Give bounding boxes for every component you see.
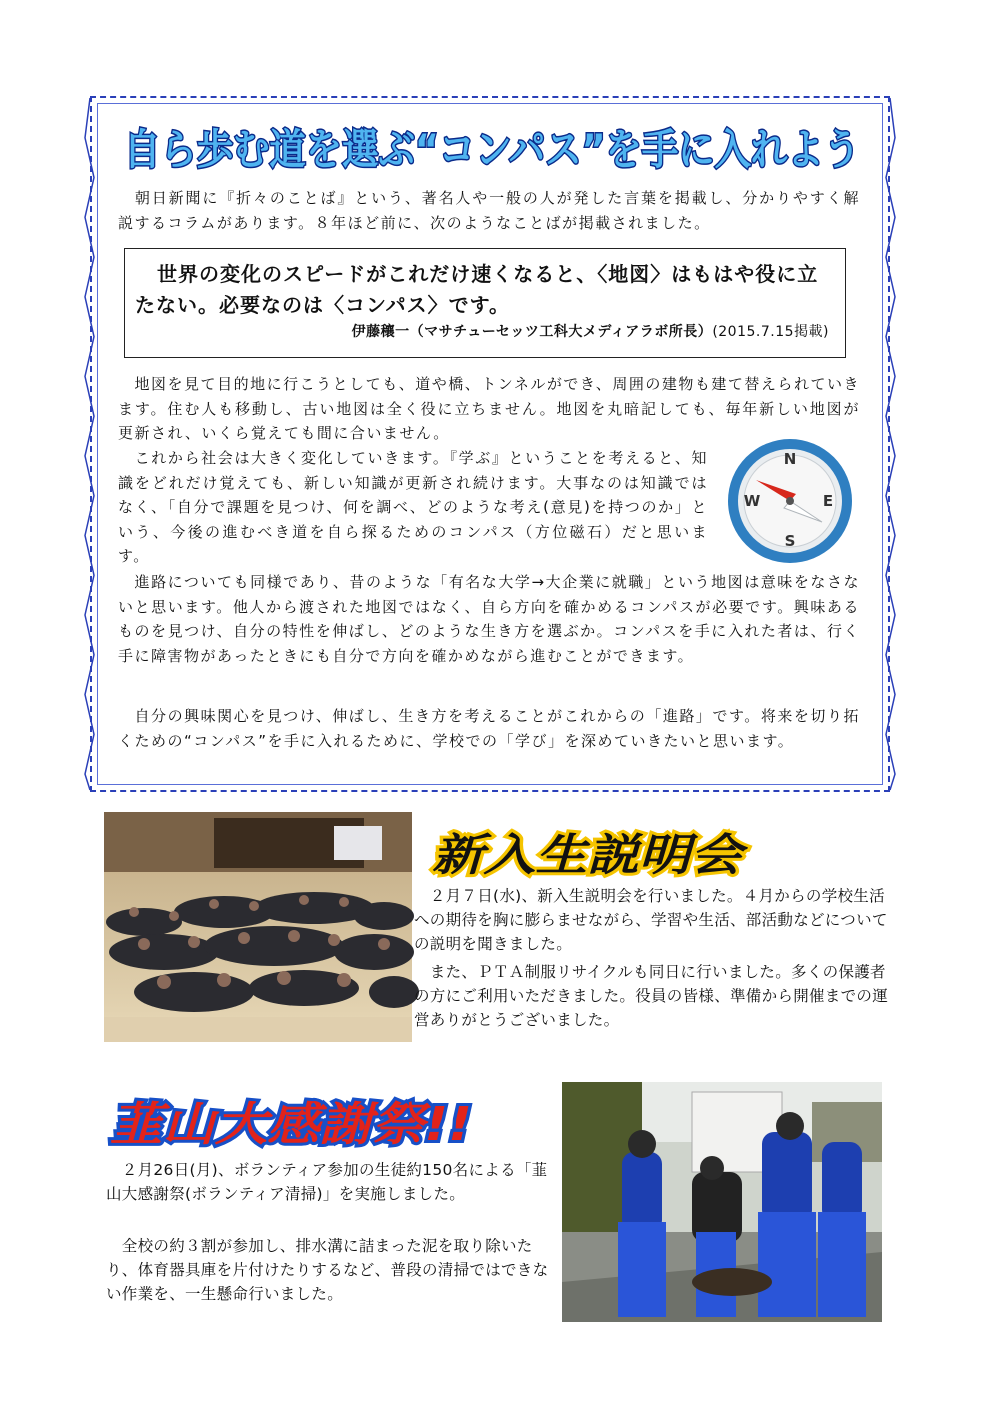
quote-source	[352, 321, 829, 341]
feature-intro: 朝日新聞に『折々のことば』という、著名人や一般の人が発した言葉を掲載し、分かりやすく解説するコラムがあります。８年ほど前に、次のようなことばが掲載されました。	[118, 189, 860, 232]
frame-zigzag-left	[83, 98, 97, 790]
feature-para-2: これから社会は大きく変化していきます。『学ぶ』ということを考えると、知識をどれだけ覚えても、新しい知識が更新され続けます。大事なのは知識ではなく、「自分で課題を見つけ、何を調べ、どのような考え(意見)を持つのか」という、今後の進むべき道を自ら探るためのコンパス（方位磁石）だと思います。	[118, 449, 708, 565]
compass-s: S	[784, 532, 796, 550]
festival-title-text: 韮山大感謝祭!!	[110, 1097, 472, 1151]
briefing-text-2: また、ＰＴＡ制服リサイクルも同日に行いました。多くの保護者の方にご利用いただきました。役員の皆様、準備から開催までの運営ありがとうございました。	[414, 963, 889, 1029]
festival-title	[104, 1092, 484, 1152]
quote-author: 伊藤穰一（マサチューセッツ工科大メディアラボ所長）	[351, 324, 713, 340]
frame-zigzag-right	[883, 98, 897, 790]
feature-title	[124, 118, 864, 176]
briefing-title-text: 新入生説明会	[432, 830, 750, 881]
festival-photo	[562, 1082, 882, 1322]
feature-title-text: 自ら歩む道を選ぶ“コンパス”を手に入れよう	[124, 125, 860, 174]
briefing-title	[428, 824, 748, 882]
briefing-photo	[104, 812, 412, 1042]
compass-w: W	[743, 492, 761, 510]
feature-para-1: 地図を見て目的地に行こうとしても、道や橋、トンネルができ、周囲の建物も建て替えられていきます。住む人も移動し、古い地図は全く役に立ちません。地図を丸暗記しても、毎年新しい地図が更新され、いくら覚えても間に合いません。	[118, 375, 860, 442]
quote-date: (2015.7.15掲載)	[712, 324, 829, 340]
compass-n: N	[783, 450, 797, 468]
feature-para-3: 進路についても同様であり、昔のような「有名な大学→大企業に就職」という地図は意味をなさないと思います。他人から渡された地図ではなく、自ら方向を確かめるコンパスが必要です。興味あるものを見つけ、自分の特性を伸ばし、どのような生き方を選ぶか。コンパスを手に入れた者は、行く手に障害物があったときにも自分で方向を確かめながら進むことができます。	[118, 573, 860, 665]
festival-text-2: 全校の約３割が参加し、排水溝に詰まった泥を取り除いたり、体育器具庫を片付けたりするなど、普段の清掃ではできない作業を、一生懸命行いました。	[106, 1237, 549, 1303]
feature-para-4: 自分の興味関心を見つけ、伸ばし、生き方を考えることがこれからの「進路」です。将来を切り拓くための“コンパス”を手に入れるために、学校での「学び」を深めていきたいと思います。	[118, 707, 860, 750]
compass-icon	[720, 436, 860, 566]
briefing-text-1: ２月７日(水)、新入生説明会を行いました。４月からの学校生活への期待を胸に膨らませながら、学習や生活、部活動などについての説明を聞きました。	[414, 887, 888, 953]
quote-box	[124, 248, 846, 358]
festival-text-1: ２月26日(月)、ボランティア参加の生徒約150名による「韮山大感謝祭(ボランティア清掃)」を実施しました。	[106, 1161, 548, 1203]
quote-text: 世界の変化のスピードがこれだけ速くなると、〈地図〉はもはや役に立たない。必要なのは〈コンパス〉です。	[135, 262, 819, 317]
compass-e: E	[822, 492, 834, 510]
